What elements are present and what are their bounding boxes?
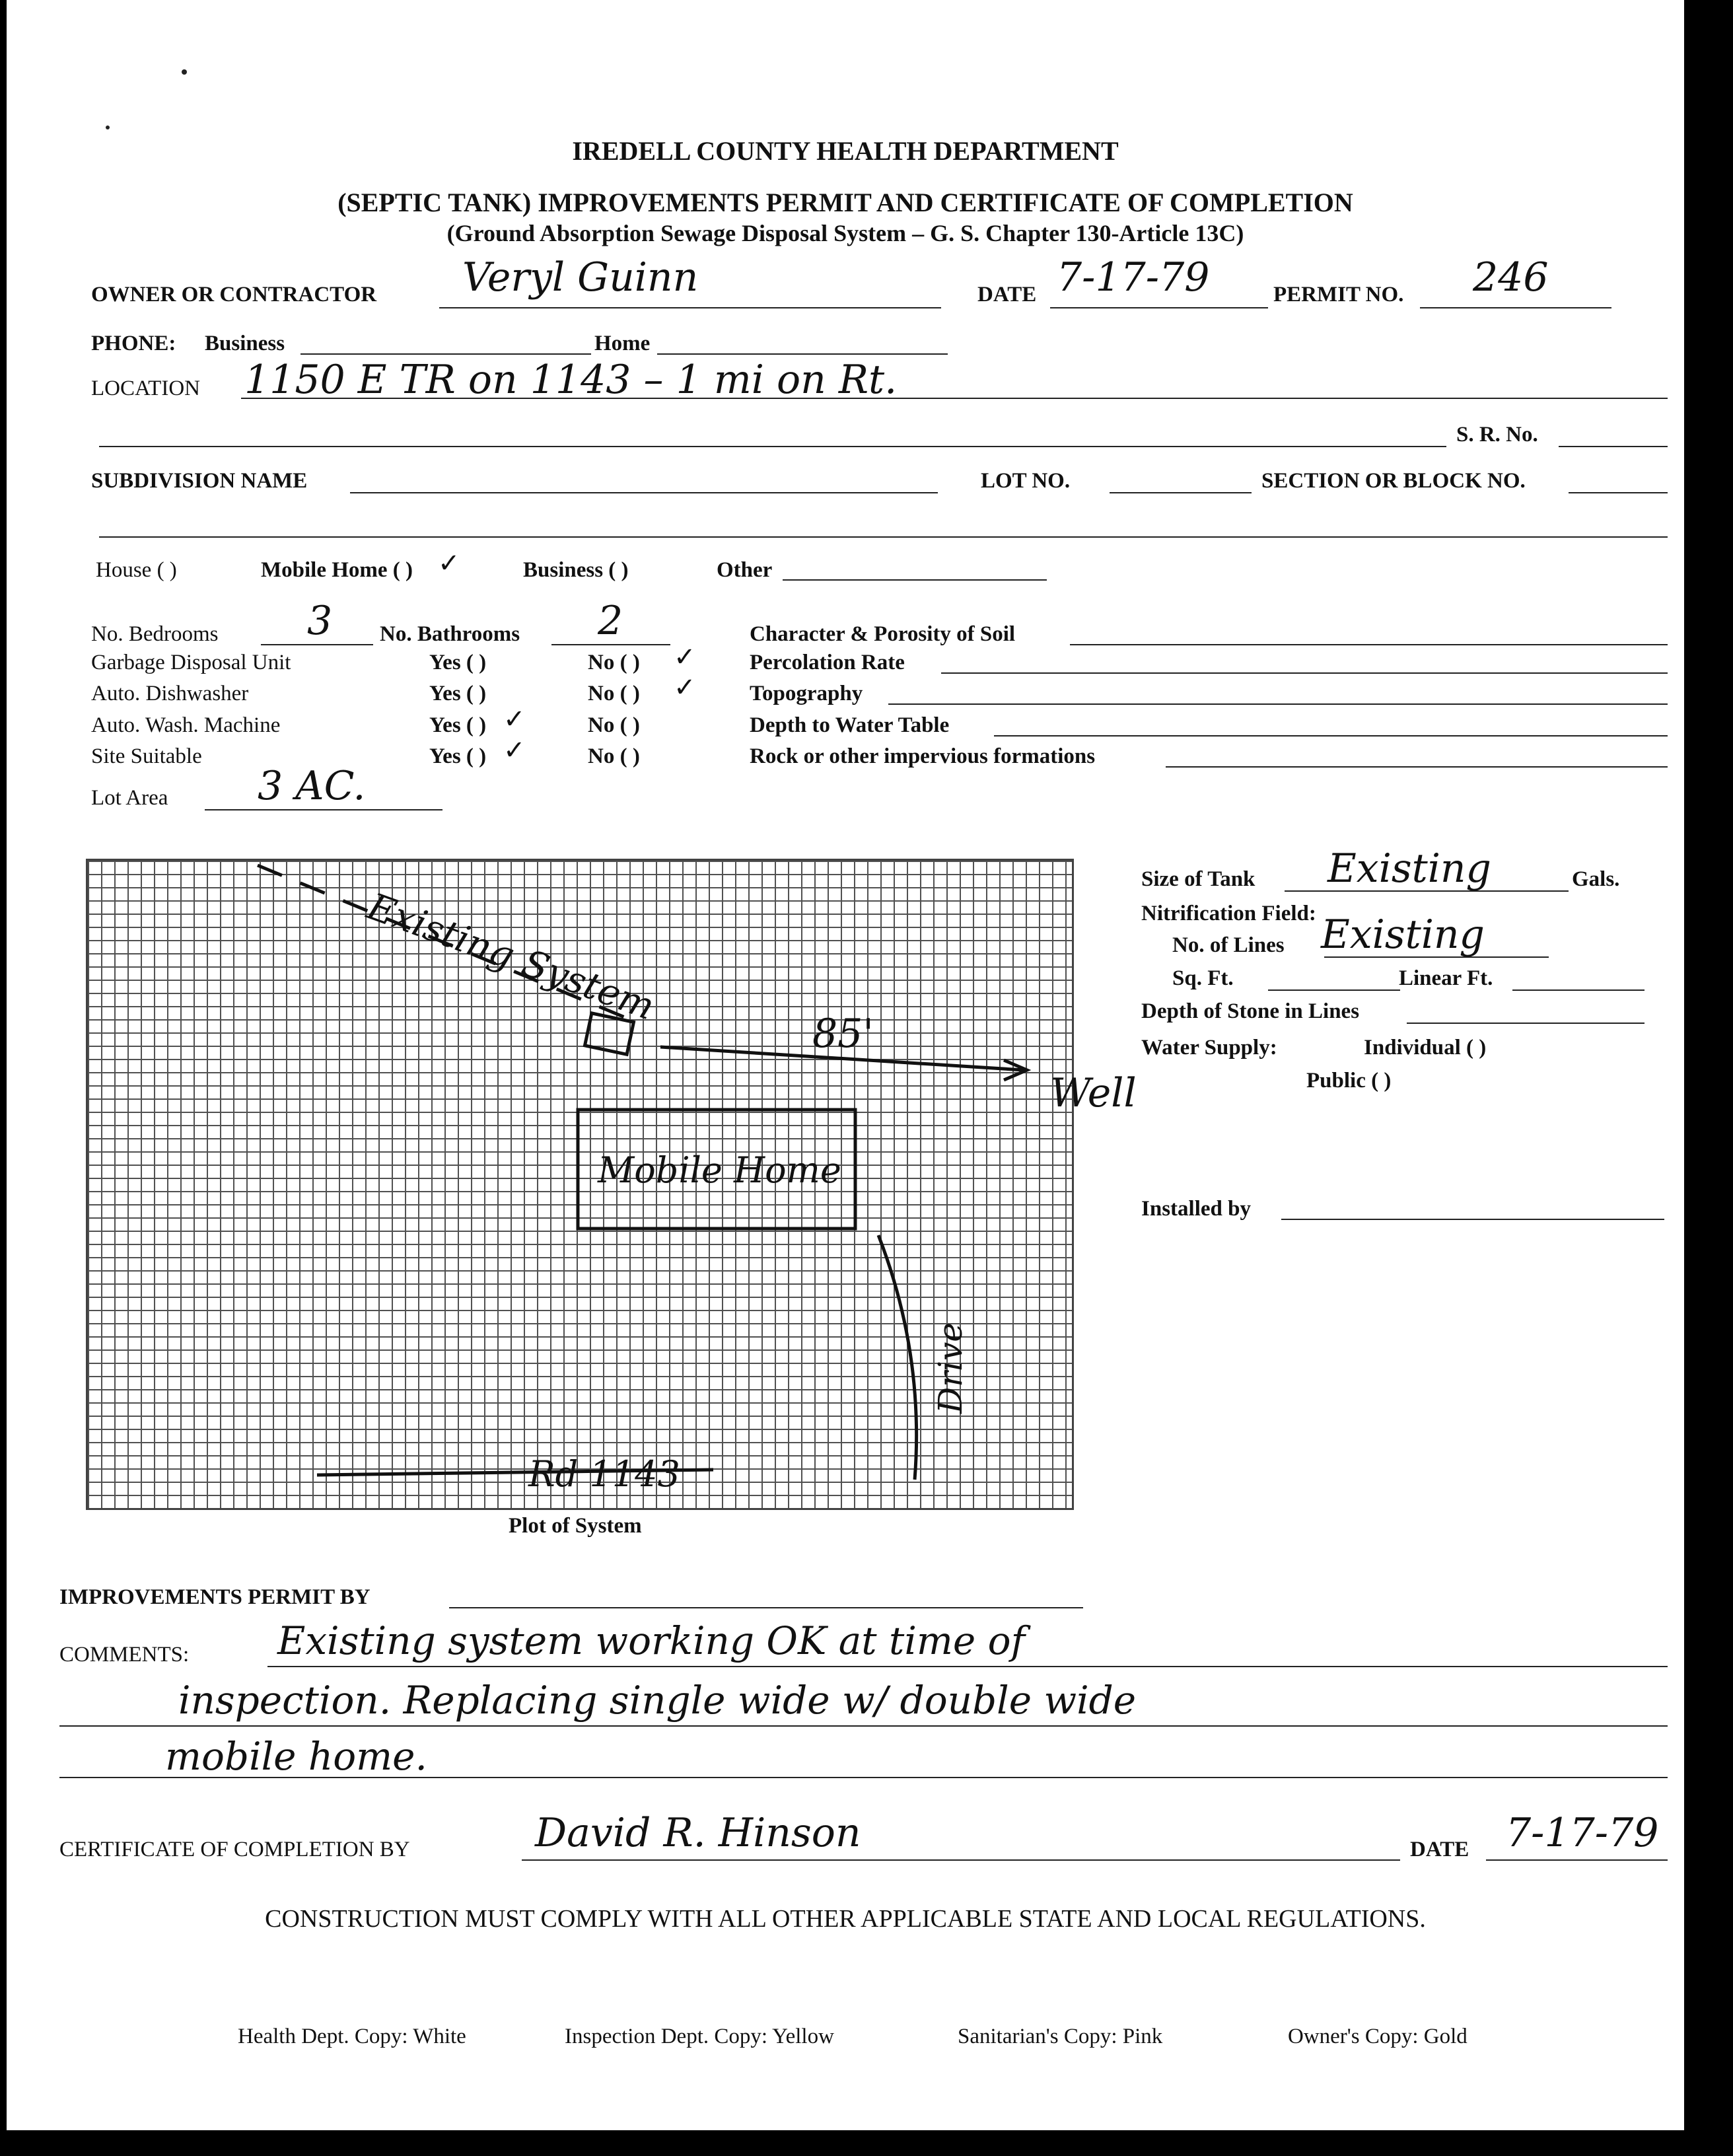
- completion-date-value: 7-17-79: [1506, 1810, 1659, 1856]
- individual-option: Individual ( ): [1364, 1036, 1487, 1060]
- washer-yes-check: ✓: [503, 704, 526, 735]
- house-option: House ( ): [96, 558, 177, 582]
- completion-date-line: [1486, 1859, 1668, 1861]
- permit-no-value: 246: [1473, 254, 1549, 301]
- linear-ft-line: [1512, 989, 1645, 991]
- well-text: Well: [1050, 1070, 1137, 1116]
- section-block-label: SECTION OR BLOCK NO.: [1261, 469, 1526, 493]
- comments-line-3-text: mobile home.: [165, 1734, 427, 1779]
- phone-label: PHONE:: [91, 332, 176, 355]
- lines-value: Existing: [1321, 912, 1485, 958]
- site-yes-check: ✓: [503, 735, 526, 766]
- owner-value: Veryl Guinn: [462, 254, 699, 301]
- site-suitable-label: Site Suitable: [91, 744, 202, 768]
- water-supply-label: Water Supply:: [1141, 1036, 1277, 1060]
- washer-no: No ( ): [588, 713, 640, 737]
- other-option-label: Other: [717, 558, 773, 582]
- dishwasher-no: No ( ): [588, 682, 640, 705]
- washing-machine-label: Auto. Wash. Machine: [91, 713, 281, 737]
- drive-curve: [878, 1235, 917, 1480]
- lot-area-value: 3 AC.: [258, 763, 366, 809]
- bathrooms-label: No. Bathrooms: [380, 622, 520, 646]
- copy-gold: Owner's Copy: Gold: [1288, 2025, 1468, 2048]
- rock-formations-label: Rock or other impervious formations: [750, 744, 1096, 768]
- comments-line-1: [267, 1666, 1668, 1667]
- bedrooms-value: 3: [307, 598, 333, 644]
- tank-size-label: Size of Tank: [1141, 867, 1256, 891]
- home-phone-label: Home: [594, 332, 651, 355]
- improvements-permit-line: [449, 1607, 1083, 1608]
- date-label: DATE: [977, 283, 1037, 306]
- certificate-label: CERTIFICATE OF COMPLETION BY: [59, 1838, 410, 1861]
- drive-text: Drive: [931, 1322, 970, 1414]
- permit-title: (SEPTIC TANK) IMPROVEMENTS PERMIT AND CERTIFICATE OF COMPLETION: [337, 188, 1353, 217]
- percolation-label: Percolation Rate: [750, 651, 905, 674]
- public-option: Public ( ): [1306, 1069, 1392, 1093]
- lot-area-label: Lot Area: [91, 786, 168, 810]
- garbage-no: No ( ): [588, 651, 640, 674]
- sr-no-label: S. R. No.: [1456, 423, 1538, 447]
- certificate-line: [522, 1859, 1400, 1861]
- permit-subtitle: (Ground Absorption Sewage Disposal System – G. S. Chapter 130-Article 13C): [446, 220, 1244, 246]
- topography-label: Topography: [750, 682, 863, 705]
- soil-character-label: Character & Porosity of Soil: [750, 622, 1016, 646]
- copy-white: Health Dept. Copy: White: [238, 2025, 466, 2048]
- stone-depth-line: [1407, 1023, 1645, 1024]
- installed-by-line: [1281, 1219, 1664, 1220]
- linear-ft-label: Linear Ft.: [1399, 966, 1493, 990]
- nitrification-label: Nitrification Field:: [1141, 902, 1316, 925]
- inspector-signature: David R. Hinson: [535, 1810, 861, 1856]
- location-value: 1150 E TR on 1143 – 1 mi on Rt.: [244, 357, 898, 403]
- location-label: LOCATION: [91, 377, 200, 400]
- sqft-label: Sq. Ft.: [1172, 966, 1234, 990]
- subdivision-label: SUBDIVISION NAME: [91, 469, 308, 493]
- water-table-label: Depth to Water Table: [750, 713, 950, 737]
- existing-system-text: Existing System: [361, 885, 660, 1029]
- plot-caption: Plot of System: [509, 1514, 642, 1538]
- dishwasher-no-check: ✓: [674, 672, 696, 703]
- gals-label: Gals.: [1572, 867, 1620, 891]
- permit-no-label: PERMIT NO.: [1273, 283, 1404, 306]
- garbage-disposal-label: Garbage Disposal Unit: [91, 651, 291, 674]
- mobile-home-option: Mobile Home ( ): [261, 558, 413, 582]
- bedrooms-label: No. Bedrooms: [91, 622, 219, 646]
- dishwasher-yes: Yes ( ): [429, 682, 487, 705]
- lines-label: No. of Lines: [1172, 933, 1285, 957]
- date-value: 7-17-79: [1057, 254, 1210, 301]
- mobile-home-check: ✓: [438, 548, 460, 579]
- permit-sheet: [7, 0, 1684, 2130]
- mobile-home-text: Mobile Home: [598, 1149, 841, 1191]
- department-title: IREDELL COUNTY HEALTH DEPARTMENT: [572, 136, 1119, 166]
- bathrooms-value: 2: [598, 598, 623, 644]
- lot-no-label: LOT NO.: [981, 469, 1071, 493]
- comments-line-1-text: Existing system working OK at time of: [277, 1618, 1026, 1663]
- distance-text: 85': [812, 1011, 874, 1057]
- garbage-no-check: ✓: [674, 642, 696, 672]
- dishwasher-label: Auto. Dishwasher: [91, 682, 249, 705]
- compliance-notice: CONSTRUCTION MUST COMPLY WITH ALL OTHER APPLICABLE STATE AND LOCAL REGULATIONS.: [265, 1905, 1426, 1933]
- road-text: Rd 1143: [528, 1453, 680, 1495]
- tank-size-value: Existing: [1327, 845, 1491, 892]
- owner-label: OWNER OR CONTRACTOR: [91, 283, 377, 306]
- garbage-yes: Yes ( ): [429, 651, 487, 674]
- copy-yellow: Inspection Dept. Copy: Yellow: [565, 2025, 834, 2048]
- comments-label: COMMENTS:: [59, 1643, 190, 1667]
- business-option: Business ( ): [523, 558, 629, 582]
- stone-depth-label: Depth of Stone in Lines: [1141, 999, 1360, 1023]
- site-no: No ( ): [588, 744, 640, 768]
- comments-line-2-text: inspection. Replacing single wide w/ double wide: [178, 1678, 1137, 1723]
- completion-date-label: DATE: [1410, 1838, 1469, 1861]
- washer-yes: Yes ( ): [429, 713, 487, 737]
- site-yes: Yes ( ): [429, 744, 487, 768]
- business-phone-label: Business: [205, 332, 285, 355]
- improvements-permit-label: IMPROVEMENTS PERMIT BY: [59, 1585, 371, 1609]
- comments-line-2: [59, 1725, 1668, 1727]
- plot-sketch: [7, 0, 1684, 1585]
- installed-by-label: Installed by: [1141, 1197, 1251, 1221]
- copy-pink: Sanitarian's Copy: Pink: [958, 2025, 1163, 2048]
- sqft-line: [1268, 989, 1400, 991]
